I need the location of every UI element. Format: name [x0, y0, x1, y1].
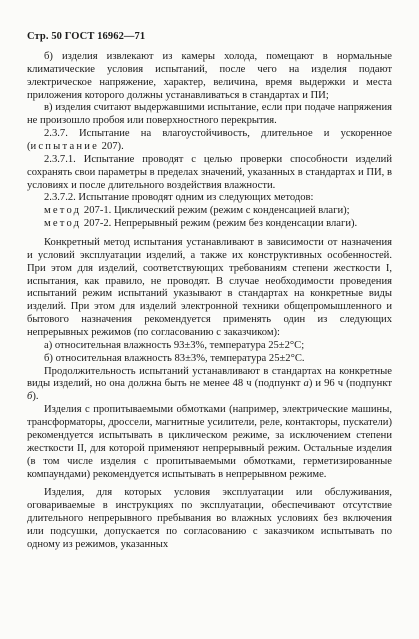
spaced-term: метод — [44, 205, 82, 217]
paragraph — [27, 205, 392, 218]
paragraph — [27, 102, 392, 128]
paragraph — [27, 51, 392, 102]
paragraph — [27, 404, 392, 481]
paragraph — [27, 366, 392, 405]
paragraph — [27, 154, 392, 193]
text-run: 2.3.7.2. Испытание проводят одним из следующих методов: — [44, 192, 314, 204]
text-run: а) относительная влажность 93±3%, температура 25±2°С; — [44, 339, 305, 351]
text-run: 2.3.7.1. Испытание проводят с целью проверки способности изделий сохранять свои параметры в пределах значений, указанных в стандартах и ПИ, в условиях и после длительного воздействия влажности. — [27, 153, 392, 191]
page-header: Стр. 50 ГОСТ 16962—71 — [27, 31, 146, 42]
paragraph — [27, 192, 392, 205]
paragraph — [27, 487, 392, 551]
italic-term: а — [303, 378, 309, 390]
text-run: б) изделия извлекают из камеры холода, помещают в нормальные климатические условия испытаний, после чего на изделия подают электрическое напряжение, характер, величина, время выдержки и места приложения которого должны устанавливаться в стандартах и ПИ; — [27, 51, 392, 101]
text-run: Продолжительность испытаний устанавливают в стандартах на конкретные виды изделий, но она должна быть не менее 48 ч (подпункт — [27, 365, 392, 390]
paragraph — [27, 353, 392, 366]
text-run: 207-1. Циклический режим (режим с конденсацией влаги); — [81, 205, 350, 217]
text-run: в) изделия считают выдержавшими испытание, если при подаче напряжения не произошло пробоя или поверхностного перекрытия. — [27, 102, 392, 127]
paragraph — [27, 128, 392, 154]
spaced-term: метод — [44, 218, 82, 230]
paragraph — [27, 218, 392, 231]
spaced-term: испытание — [30, 141, 99, 153]
text-run: 207-2. Непрерывный режим (режим без конденсации влаги). — [81, 218, 358, 230]
text-run: б) относительная влажность 83±3%, температура 25±2°С. — [44, 352, 305, 364]
text-run: Изделия с пропитываемыми обмотками (например, электрические машины, трансформаторы, дроссели, магнитные усилители, реле, контакторы, пускатели) рекомендуется испытывать в циклическом режиме, за исключением степени жесткости II, для которой применяют непрерывный режим. Остальные изделия (в том числе изделия с пропитываемыми обмотками, герметизированные компаундами) рекомендуется испытывать в непрерывном режиме. — [27, 404, 392, 480]
text-run: Изделия, для которых условия эксплуатации или обслуживания, оговариваемые в инструкциях по эксплуатации, обеспечивают отсутствие длительного непрерывного пребывания во влажных условиях без включения или подсушки, допускается по согласованию с заказчиком испытывать по одному из режимов, указанных — [27, 487, 392, 550]
body-text — [27, 51, 392, 552]
text-run: Конкретный метод испытания устанавливают в зависимости от назначения и условий эксплуатации изделий, а также их конструктивных особенностей. При этом для изделий, соответствующих требованиям степени жесткости I, испытания, как правило, не проводят. В случае необходимости проведения испытаний режим испытаний указывают в стандартах на конкретные виды изделий. При этом для изделий электронной техники общепромышленного и бытового назначения рекомендуется применять один из следующих непрерывных режимов (по согласованию с заказчиком): — [27, 237, 392, 339]
text-run: ) и 96 ч (подпункт — [308, 378, 392, 390]
italic-term: б — [27, 391, 33, 403]
paragraph — [27, 237, 392, 340]
text-run: ). — [32, 391, 39, 403]
text-run: 2.3.7. Испытание на влагоустойчивость, длительное и ускоренное ( — [27, 128, 392, 153]
paragraph — [27, 340, 392, 353]
text-run: 207). — [99, 141, 124, 153]
